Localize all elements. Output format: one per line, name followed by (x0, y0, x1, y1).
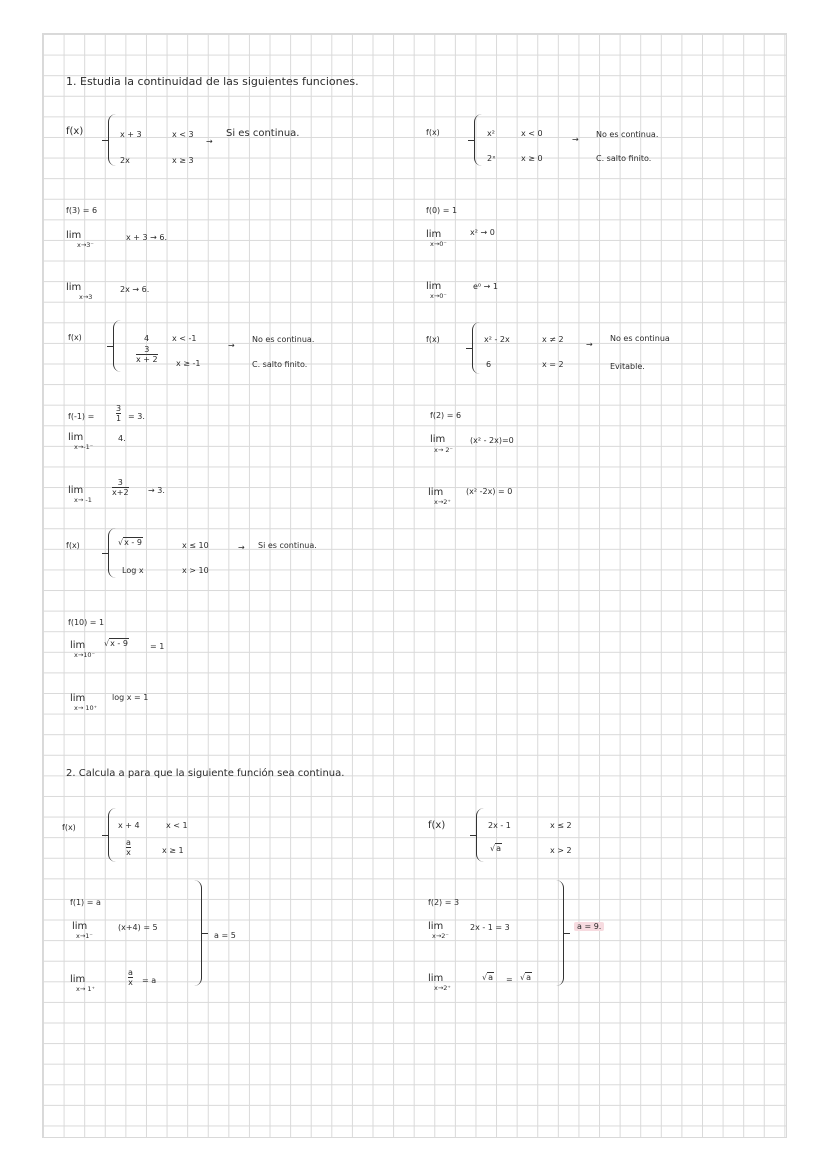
f4-piece1-cond: x ≠ 2 (542, 335, 564, 344)
f2-lim2-expr: e⁰ → 1 (473, 282, 499, 291)
g1-lim2-expr: = a (142, 976, 157, 985)
f4-lim2-sub: x→2⁺ (434, 498, 451, 506)
f3-verdict-type: C. salto finito. (252, 360, 308, 369)
g2-lim1-sub: x→2⁻ (432, 932, 449, 940)
f3-value-den: 1 (116, 414, 122, 423)
f1-lim2-sub: x→3 (79, 293, 93, 301)
f4-piece1-expr: x² - 2x (484, 335, 510, 344)
f3-value-num: 3 (116, 404, 122, 413)
g1-piece2-cond: x ≥ 1 (162, 846, 184, 855)
f5-piece1: √x - 9 (118, 538, 142, 547)
f3-brace (113, 320, 121, 372)
f2-piece2-expr: 2ˣ (487, 154, 496, 163)
g1-brace (108, 808, 116, 862)
g2-piece2-radicand: a (496, 844, 502, 853)
f4-lim2-expr: (x² -2x) = 0 (466, 487, 513, 496)
f4-value: f(2) = 6 (430, 411, 462, 420)
f3-lim2-expr: → 3. (148, 486, 165, 495)
f5-brace (108, 528, 116, 578)
f3-lim2: lim (68, 485, 84, 496)
g2-lim1: lim (428, 921, 444, 932)
g2-piece1-expr: 2x - 1 (488, 821, 511, 830)
f1-lim1-expr: x + 3 → 6. (126, 233, 168, 242)
g1-value: f(1) = a (70, 898, 101, 907)
f4-lim2: lim (428, 487, 444, 498)
f3-arrow: → (228, 341, 235, 350)
f5-lim2-sub: x→ 10⁺ (74, 704, 98, 712)
g1-system-brace (194, 880, 202, 986)
f2-piece1-expr: x² (487, 129, 495, 138)
f2-label: f(x) (426, 128, 440, 137)
g1-lim2-sub: x→ 1⁺ (76, 985, 95, 993)
f2-verdict-type: C. salto finito. (596, 154, 652, 163)
g2-lim2-radicand2: a (526, 973, 532, 982)
g1-lim2-fraction (128, 968, 133, 987)
f2-lim1: lim (426, 229, 442, 240)
f4-brace (472, 322, 480, 374)
f1-arrow: → (206, 137, 213, 146)
g2-piece1-cond: x ≤ 2 (550, 821, 572, 830)
f2-verdict: No es continua. (596, 130, 659, 139)
f5-label: f(x) (66, 541, 80, 550)
g2-result-highlight: a = 9. (574, 922, 604, 931)
f2-arrow: → (572, 135, 579, 144)
exercise-1-title: 1. Estudia la continuidad de las siguientes funciones. (66, 75, 359, 88)
f2-piece2-cond: x ≥ 0 (521, 154, 543, 163)
f1-value: f(3) = 6 (66, 206, 98, 215)
f2-piece1-cond: x < 0 (521, 129, 543, 138)
f3-label: f(x) (68, 333, 82, 342)
f1-label: f(x) (66, 126, 84, 137)
f2-lim1-sub: x→0⁻ (430, 240, 447, 248)
g2-lim2-equals: = (506, 975, 513, 984)
f5-piece1-radicand: x - 9 (124, 538, 142, 547)
f4-verdict-type: Evitable. (610, 362, 645, 371)
f4-lim1: lim (430, 434, 446, 445)
g2-system-brace (556, 880, 564, 986)
g2-label: f(x) (428, 820, 446, 831)
f5-lim1: lim (70, 640, 86, 651)
f4-piece2-expr: 6 (486, 360, 492, 369)
f2-lim1-expr: x² → 0 (470, 228, 495, 237)
f5-arrow: → (238, 543, 245, 552)
f1-lim1: lim (66, 230, 82, 241)
f1-piece2-expr: 2x (120, 156, 130, 165)
f2-value: f(0) = 1 (426, 206, 458, 215)
g1-lim1: lim (72, 921, 88, 932)
f3-lim2-sub: x→ -1 (74, 496, 92, 504)
g1-result: a = 5 (214, 931, 236, 940)
f5-value: f(10) = 1 (68, 618, 105, 627)
g1-lim2: lim (70, 974, 86, 985)
f1-piece2-cond: x ≥ 3 (172, 156, 194, 165)
f5-lim1-radicand: x - 9 (110, 639, 128, 648)
f3-piece1-cond: x < -1 (172, 334, 197, 343)
f3-lim2-fraction (112, 478, 129, 497)
g2-lim2-sub: x→2⁺ (434, 984, 451, 992)
f3-value-result: = 3. (128, 412, 145, 421)
g2-value: f(2) = 3 (428, 898, 460, 907)
grid-paper (42, 33, 787, 1138)
f5-verdict: Si es continua. (258, 541, 317, 550)
f5-lim2: lim (70, 693, 86, 704)
f1-lim2: lim (66, 282, 82, 293)
g1-piece1-cond: x < 1 (166, 821, 188, 830)
g2-brace (476, 808, 484, 862)
f4-verdict: No es continua (610, 334, 670, 343)
f5-piece2-expr: Log x (122, 566, 144, 575)
f3-lim1-expr: 4. (118, 434, 126, 443)
g2-lim2-root1: √a (482, 973, 494, 982)
f1-piece1-expr: x + 3 (120, 130, 142, 139)
f3-piece2-cond: x ≥ -1 (176, 359, 201, 368)
g2-result (574, 921, 604, 933)
f2-lim2: lim (426, 281, 442, 292)
g1-piece1-expr: x + 4 (118, 821, 140, 830)
g1-lim2-den: x (128, 978, 133, 987)
f3-piece1-expr: 4 (144, 334, 150, 343)
g2-lim2: lim (428, 973, 444, 984)
f5-piece2-cond: x > 10 (182, 566, 209, 575)
g1-lim1-expr: (x+4) = 5 (118, 923, 158, 932)
g1-piece2-den: x (126, 848, 131, 857)
f5-lim2-expr: log x = 1 (112, 693, 149, 702)
g2-lim2-radicand1: a (488, 973, 494, 982)
f4-lim1-sub: x→ 2⁻ (434, 446, 453, 454)
f1-brace (108, 114, 116, 166)
g2-piece2-cond: x > 2 (550, 846, 572, 855)
f3-lim2-den: x+2 (112, 488, 129, 497)
f1-lim2-expr: 2x → 6. (120, 285, 150, 294)
f5-lim1-root: √x - 9 (104, 639, 128, 648)
g2-lim2-root2: √a (520, 973, 532, 982)
g1-lim2-num: a (128, 968, 133, 977)
f4-label: f(x) (426, 335, 440, 344)
f3-piece2-num: 3 (144, 345, 150, 354)
g1-piece2-num: a (126, 838, 131, 847)
f4-lim1-expr: (x² - 2x)=0 (470, 436, 514, 445)
f3-piece2-fraction (136, 345, 158, 364)
f3-verdict: No es continua. (252, 335, 315, 344)
f1-piece1-cond: x < 3 (172, 130, 194, 139)
f4-arrow: → (586, 340, 593, 349)
f1-verdict: Si es continua. (226, 128, 300, 139)
g2-piece2: √a (490, 844, 502, 853)
f3-lim2-num: 3 (117, 478, 123, 487)
exercise-2-title: 2. Calcula a para que la siguiente función sea continua. (66, 768, 345, 779)
f3-lim1: lim (68, 432, 84, 443)
f3-value-prefix: f(-1) = (68, 412, 95, 421)
f2-lim2-sub: x→0⁻ (430, 292, 447, 300)
f3-piece2-den: x + 2 (136, 355, 158, 364)
f1-lim1-sub: x→3⁻ (77, 241, 94, 249)
f2-brace (474, 114, 482, 166)
g1-lim1-sub: x→1⁻ (76, 932, 93, 940)
g1-piece2-fraction (126, 838, 131, 857)
f4-piece2-cond: x = 2 (542, 360, 564, 369)
g2-lim1-expr: 2x - 1 = 3 (470, 923, 510, 932)
g1-label: f(x) (62, 823, 76, 832)
f5-lim1-sub: x→10⁻ (74, 651, 95, 659)
f5-piece1-cond: x ≤ 10 (182, 541, 209, 550)
f3-value-fraction (116, 404, 121, 423)
f5-lim1-expr: = 1 (150, 642, 165, 651)
f3-lim1-sub: x→-1⁻ (74, 443, 94, 451)
